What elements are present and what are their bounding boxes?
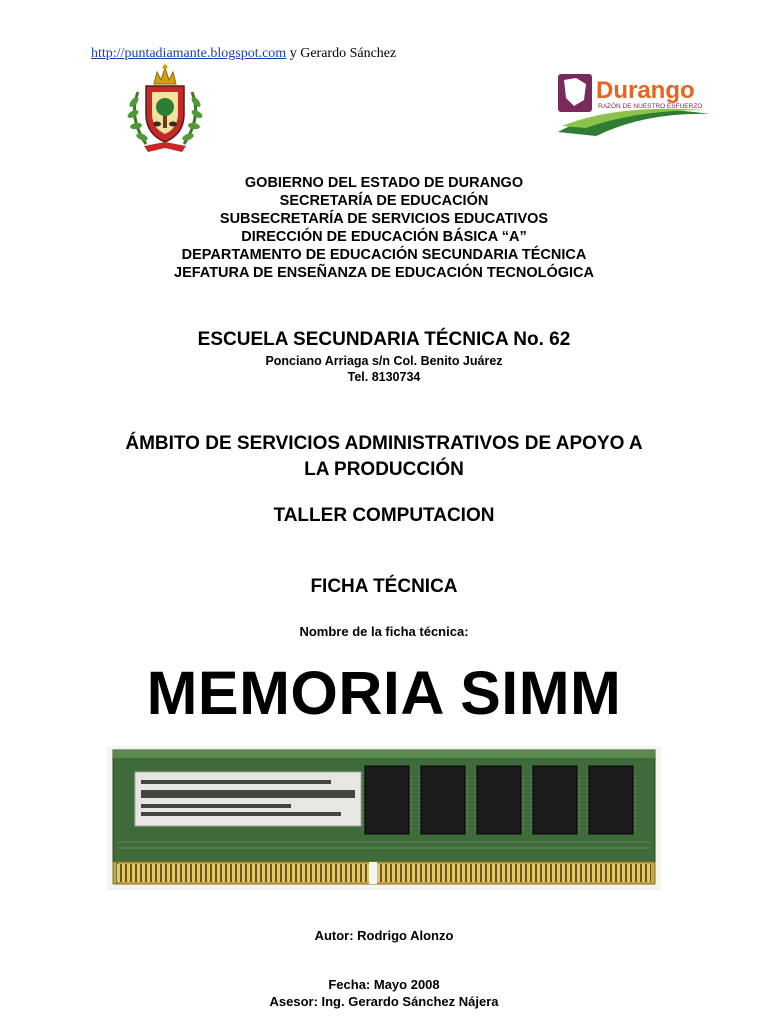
school-phone: Tel. 8130734	[347, 370, 421, 384]
state-coat-of-arms-logo	[124, 62, 206, 154]
datasheet-name-label: Nombre de la ficha técnica:	[299, 624, 469, 639]
gov-line-2: SECRETARÍA DE EDUCACIÓN	[279, 193, 489, 209]
blog-link[interactable]: http://puntadiamante.blogspot.com	[91, 46, 287, 61]
ambito-line-1: ÁMBITO DE SERVICIOS ADMINISTRATIVOS DE APOYO A	[125, 433, 643, 454]
footer-meta	[0, 976, 768, 1010]
school-name: ESCUELA SECUNDARIA TÉCNICA No. 62	[197, 329, 571, 350]
school-address: Ponciano Arriaga s/n Col. Benito Juárez	[265, 354, 503, 368]
svg-text:RAZÓN DE NUESTRO ESFUERZO: RAZÓN DE NUESTRO ESFUERZO	[598, 103, 703, 110]
svg-text:Durango: Durango	[596, 77, 695, 104]
durango-brand-logo	[556, 70, 712, 140]
date-line: Fecha: Mayo 2008	[328, 977, 440, 992]
school-contact	[0, 353, 768, 385]
author-line: Autor: Rodrigo Alonzo	[314, 928, 454, 943]
source-author: y Gerardo Sánchez	[286, 46, 397, 61]
source-line	[91, 46, 396, 62]
ambito-line-2: LA PRODUCCIÓN	[304, 459, 464, 480]
memory-module-image	[107, 746, 661, 890]
gov-line-4: DIRECCIÓN DE EDUCACIÓN BÁSICA “A”	[241, 229, 527, 245]
gov-line-1: GOBIERNO DEL ESTADO DE DURANGO	[244, 175, 524, 191]
ambito-title	[0, 431, 768, 483]
government-header	[0, 174, 768, 282]
gov-line-5: DEPARTAMENTO DE EDUCACIÓN SECUNDARIA TÉCNICA	[181, 247, 587, 263]
datasheet-name: MEMORIA SIMM	[146, 659, 622, 727]
workshop-title: TALLER COMPUTACION	[273, 505, 495, 526]
datasheet-title: FICHA TÉCNICA	[310, 576, 458, 597]
gov-line-6: JEFATURA DE ENSEÑANZA DE EDUCACIÓN TECNOLÓGICA	[174, 265, 594, 281]
gov-line-3: SUBSECRETARÍA DE SERVICIOS EDUCATIVOS	[219, 211, 549, 227]
advisor-line: Asesor: Ing. Gerardo Sánchez Nájera	[269, 994, 499, 1009]
